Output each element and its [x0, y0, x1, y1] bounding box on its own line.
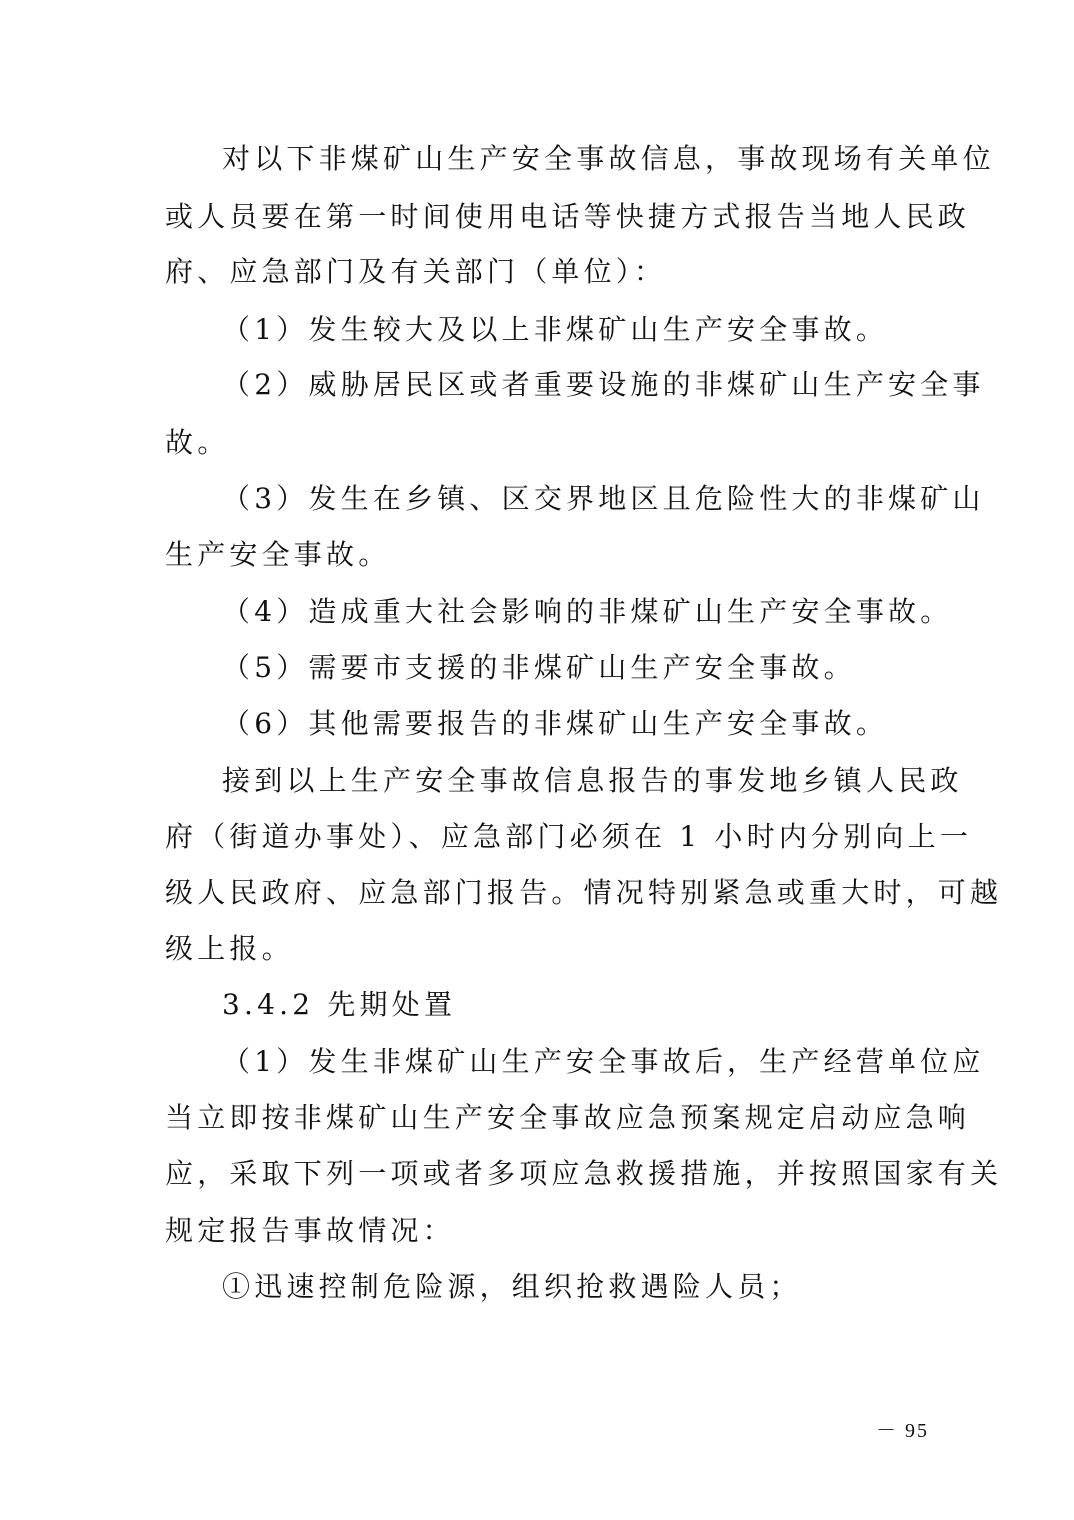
text-line-8: 生产安全事故。: [165, 538, 391, 571]
text-line-21: ①迅速控制危险源，组织抢救遇险人员；: [222, 1270, 802, 1303]
text-line-17: （1）发生非煤矿山生产安全事故后，生产经营单位应: [222, 1045, 985, 1078]
text-line-18: 当立即按非煤矿山生产安全事故应急预案规定启动应急响: [165, 1101, 971, 1134]
text-line-5: （2）威胁居民区或者重要设施的非煤矿山生产安全事: [222, 368, 985, 401]
text-line-14: 级人民政府、应急部门报告。情况特别紧急或重大时，可越: [165, 876, 1003, 909]
text-line-9: （4）造成重大社会影响的非煤矿山生产安全事故。: [222, 595, 953, 628]
text-line-11: （6）其他需要报告的非煤矿山生产安全事故。: [222, 707, 889, 740]
text-line-7: （3）发生在乡镇、区交界地区且危险性大的非煤矿山: [222, 482, 985, 515]
text-line-20: 规定报告事故情况：: [165, 1214, 455, 1247]
page-number: － 95: [876, 1420, 929, 1442]
text-line-2: 或人员要在第一时间使用电话等快捷方式报告当地人民政: [165, 200, 971, 233]
text-line-3: 府、应急部门及有关部门（单位）：: [165, 255, 667, 288]
text-line-13: 府（街道办事处）、应急部门必须在 1 小时内分别向上一: [165, 820, 973, 853]
text-line-10: （5）需要市支援的非煤矿山生产安全事故。: [222, 651, 856, 684]
text-line-6: 故。: [165, 426, 230, 459]
text-line-4: （1）发生较大及以上非煤矿山生产安全事故。: [222, 313, 889, 346]
text-line-15: 级上报。: [165, 932, 294, 965]
text-line-12: 接到以上生产安全事故信息报告的事发地乡镇人民政: [222, 764, 963, 797]
text-line-19: 应，采取下列一项或者多项应急救援措施，并按照国家有关: [165, 1157, 1003, 1190]
text-line-1: 对以下非煤矿山生产安全事故信息，事故现场有关单位: [222, 142, 995, 175]
section-heading: 3.4.2 先期处置: [222, 988, 457, 1021]
